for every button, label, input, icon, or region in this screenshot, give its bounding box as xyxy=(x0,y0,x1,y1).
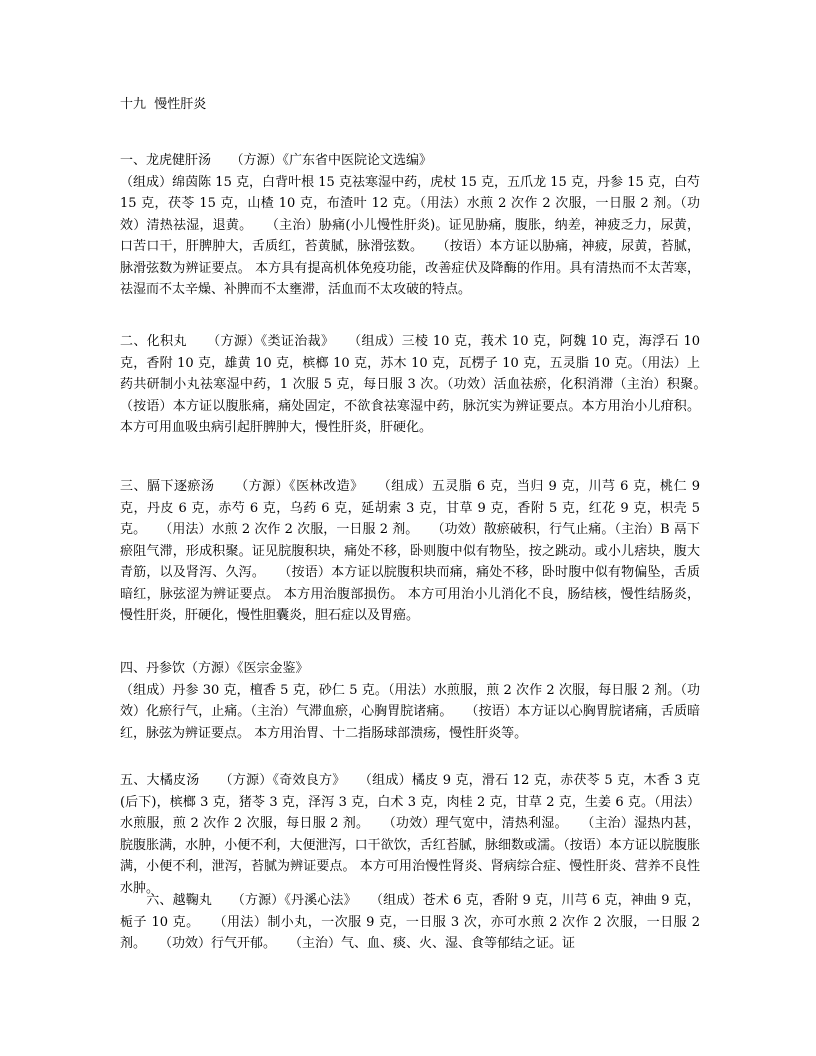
section-da-jupi-tang xyxy=(120,770,700,899)
section-huaji-wan xyxy=(120,331,727,439)
section-yueju-wan xyxy=(120,890,705,955)
section-text: 四、丹参饮（方源）《医宗金鉴》 （组成）丹参 30 克，檀香 5 克，砂仁 5 克。（用法）水煎服，煎 2 次作 2 次服，每日服 2 剂。（功效）化瘀行气，止痛。（主治）气滞血瘀，心胸胃脘诸痛。 （按语）本方证以心胸胃脘诸痛，舌质暗红，脉弦为辨证要点。 本方用治胃、十二指肠球部溃疡，慢性肝炎等。 xyxy=(120,661,700,741)
section-text: 二、化积丸 （方源）《类证治裁》 （组成）三棱 10 克，莪术 10 克，阿魏 10 克，海浮石 10 克，香附 10 克，雄黄 10 克，槟榔 10 克，苏木 10 克，瓦楞子 10 克，五灵脂 10 克。（用法）上药共研制小丸祛寒湿中药，1 次服 5 克，每日服 3 次。（功效）活血祛瘀，化积消滞（主治）积聚。 （按语）本方证以腹胀痛，痛处固定，不欲食祛寒湿中药，脉沉实为辨证要点。本方用治小儿疳积。 本方可用血吸虫病引起肝脾肿大，慢性肝炎，肝硬化。 xyxy=(120,334,727,435)
section-text: 三、膈下逐瘀汤 （方源）《医林改造》 （组成）五灵脂 6 克，当归 9 克，川芎 6 克，桃仁 9 克，丹皮 6 克，赤芍 6 克，乌药 6 克，延胡索 3 克，甘草 9 克，香附 5 克，红花 9 克，枳壳 5 克。 （用法）水煎 2 次作 2 次服，一日服 2 剂。 （功效）散瘀破积，行气止痛。（主治）B 鬲下瘀阻气滞，形成积聚。证见脘腹积块，痛处不移，卧则腹中似有物坠，按之跳动。或小儿痞块，腹大青筋，以及肾泻、久泻。 （按语）本方证以脘腹积块而痛，痛处不移，卧时腹中似有物偏坠，舌质暗红，脉弦涩为辨证要点。 本方用治腹部损伤。 本方可用治小儿消化不良，肠结核，慢性结肠炎，慢性肝炎，肝硬化，慢性胆囊炎，胆石症以及胃癌。 xyxy=(120,479,705,623)
section-text: 六、越鞠丸 （方源）《丹溪心法》 （组成）苍术 6 克，香附 9 克，川芎 6 克，神曲 9 克，栀子 10 克。 （用法）制小丸，一次服 9 克，一日服 3 次，亦可水煎 2 次作 2 次服，一日服 2 剂。 （功效）行气开郁。 （主治）气、血、痰、火、湿、食等郁结之证。证 xyxy=(120,893,705,951)
section-text: 五、大橘皮汤 （方源）《奇效良方》 （组成）橘皮 9 克，滑石 12 克，赤茯苓 5 克，木香 3 克(后下)，槟榔 3 克，猪苓 3 克，泽泻 3 克，白术 3 克，肉桂 2 克，甘草 2 克，生姜 6 克。（用法）水煎服，煎 2 次作 2 次服，每日服 2 剂。 （功效）理气宽中，清热利湿。 （主治）湿热内甚，脘腹胀满，水肿，小便不利，大便泄泻，口干欲饮，舌红苔腻，脉细数或濡。（按语）本方证以脘腹胀满，小便不利，泄泻，苔腻为辨证要点。 本方可用治慢性肾炎、肾病综合症、慢性肝炎、营养不良性水肿。 xyxy=(120,773,700,896)
section-danshen-yin xyxy=(120,658,700,744)
section-longhu-jiangan-tang xyxy=(120,150,700,301)
section-text: 一、龙虎健肝汤 （方源）《广东省中医院论文选编》 （组成）绵茵陈 15 克，白背叶根 15 克祛寒湿中药，虎杖 15 克，五爪龙 15 克，丹参 15 克，白芍 15 克，茯苓 15 克，山楂 10 克，布渣叶 12 克。（用法）水煎 2 次作 2 次服，一日服 2 剂。（功效）清热祛湿，退黄。 （主治）胁痛(小儿慢性肝炎)。证见胁痛，腹胀，纳差，神疲乏力，尿黄，口苦口干，肝脾肿大，舌质红，苔黄腻，脉滑弦数。 （按语）本方证以胁痛，神疲，尿黄，苔腻，脉滑弦数为辨证要点。 本方具有提高机体免疫功能，改善症伏及降酶的作用。具有清热而不太苦寒，祛湿而不太辛燥、补脾而不太壅滞，活血而不太攻破的特点。 xyxy=(120,153,700,297)
section-gexia-zhuyu-tang xyxy=(120,476,705,627)
page-title: 十九 慢性肝炎 xyxy=(120,97,207,112)
